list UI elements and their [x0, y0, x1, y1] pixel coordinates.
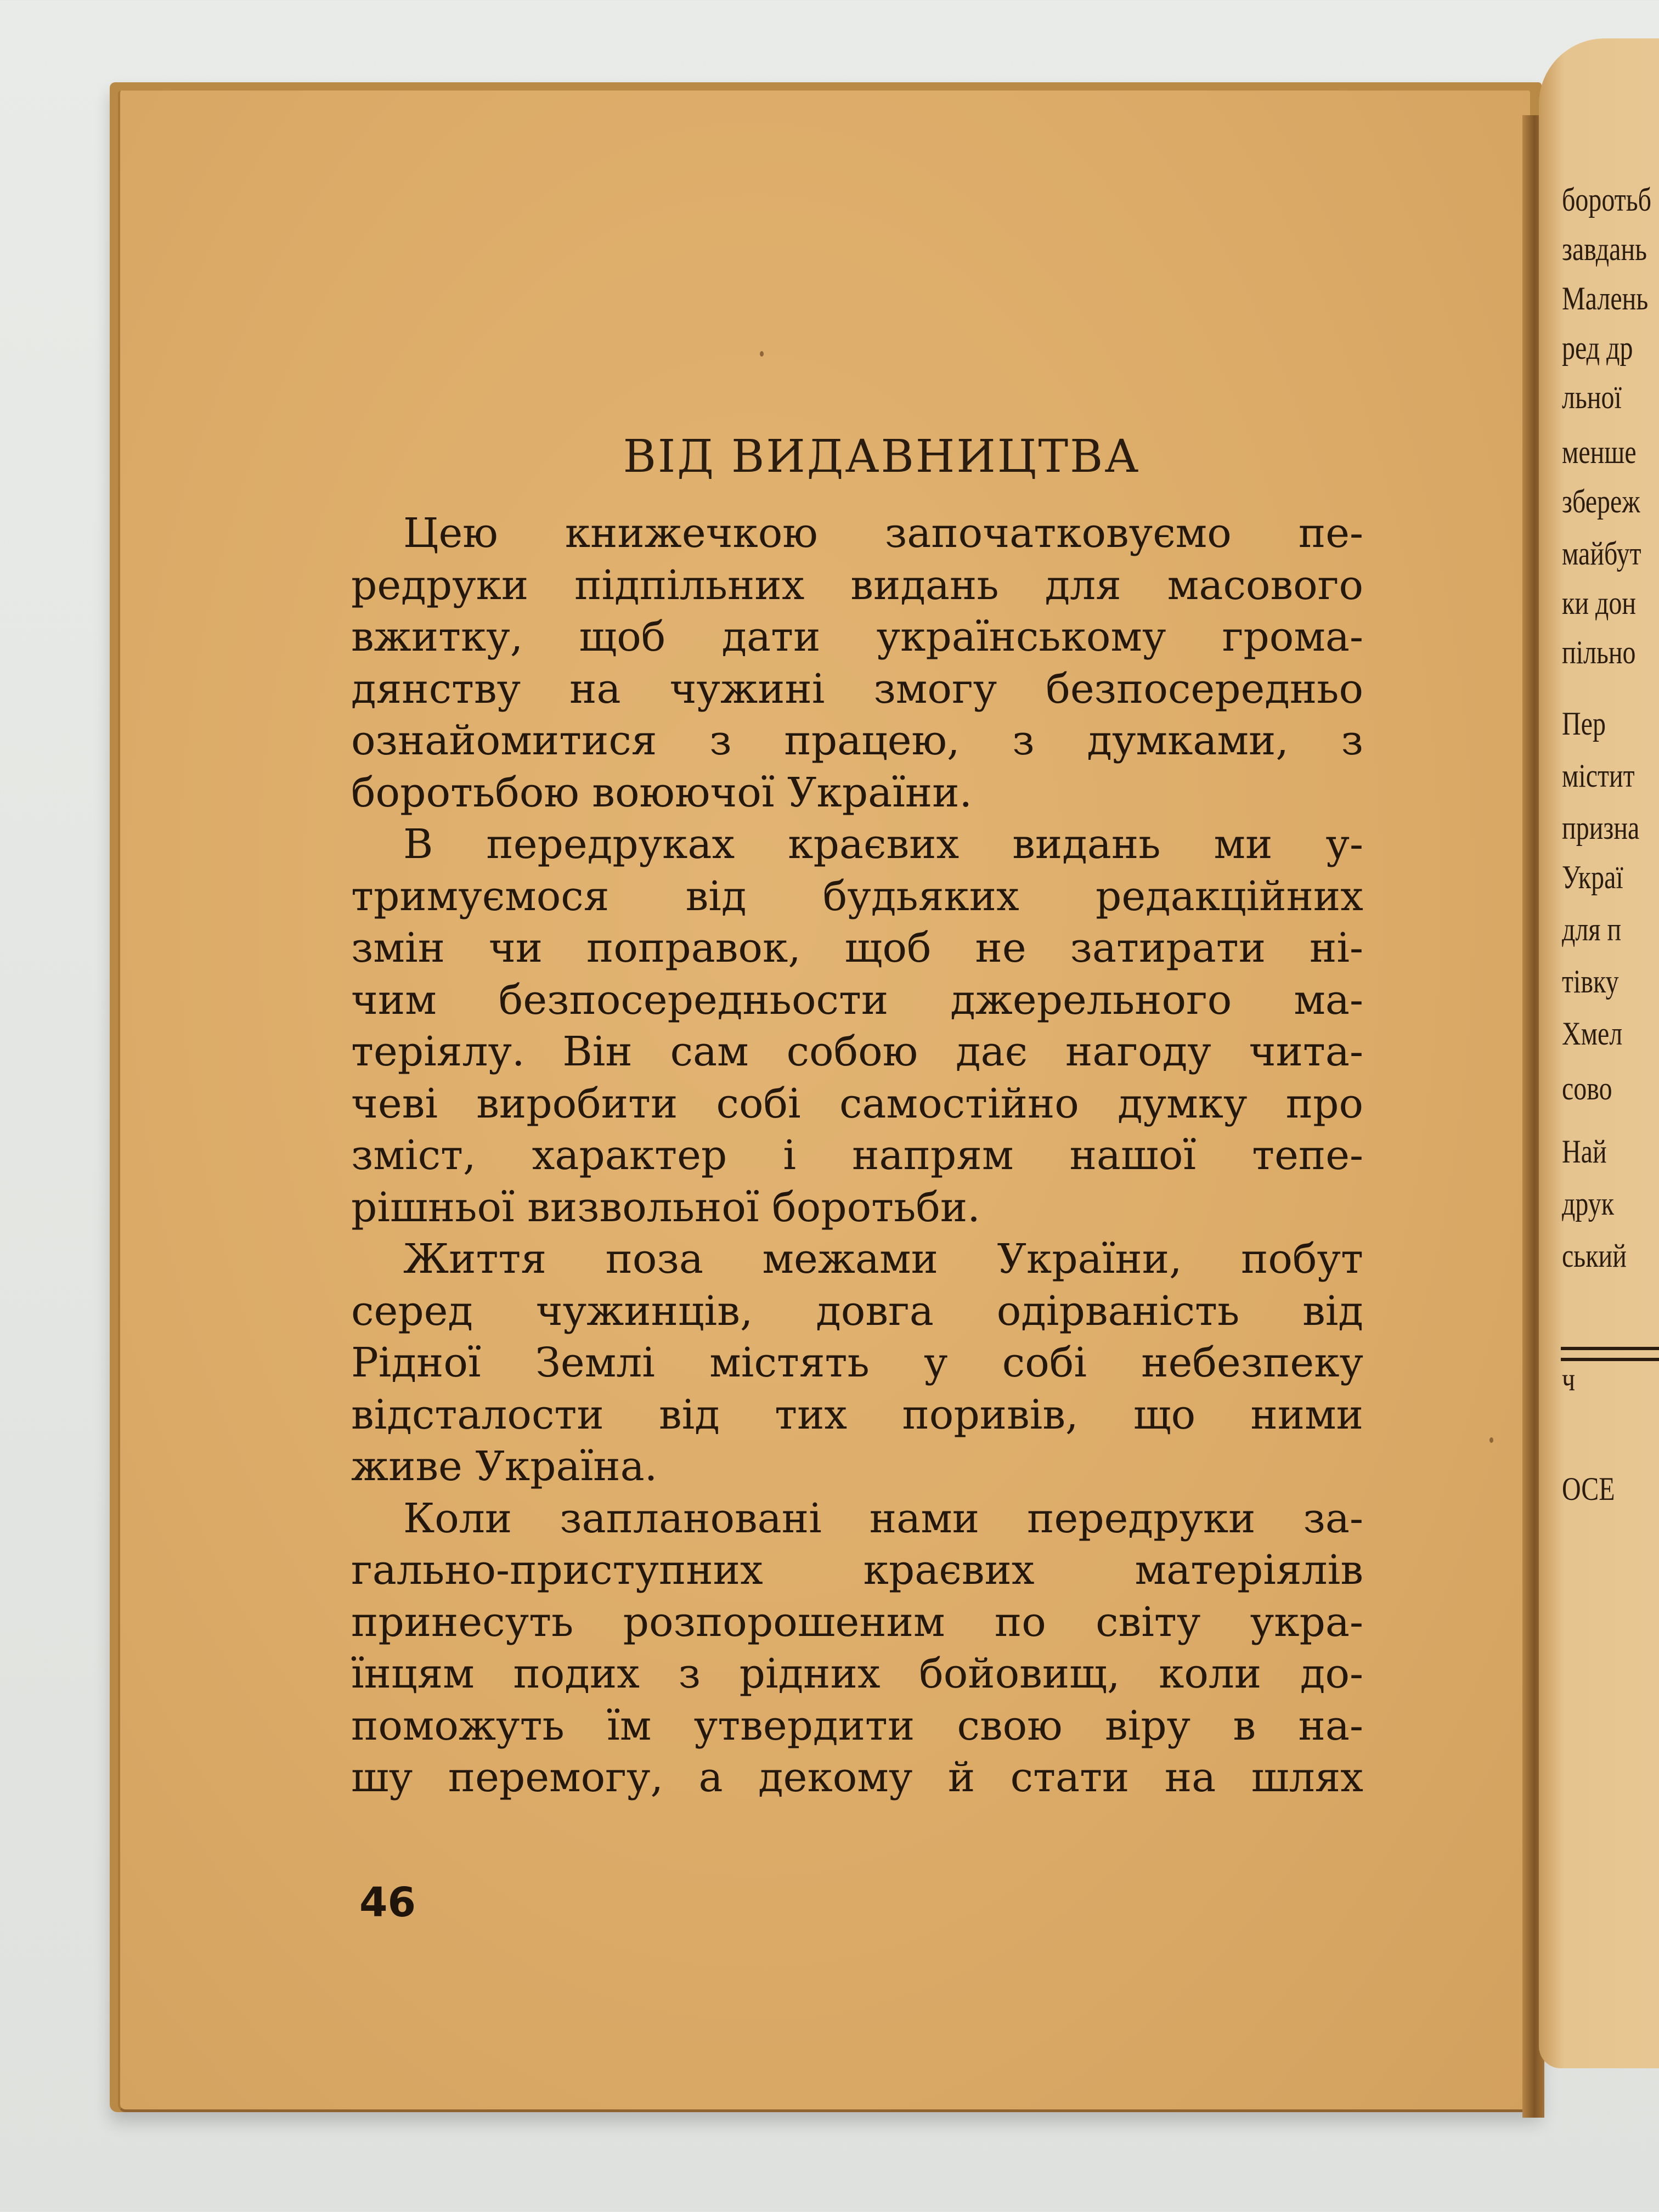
text-line: боротьбою воюючої України.: [351, 769, 973, 816]
next-page-text-fragment: Пер: [1562, 706, 1606, 742]
book-page-right-partial: [1539, 38, 1659, 2068]
next-page-text-fragment: майбут: [1562, 535, 1641, 572]
next-page-text-fragment: боротьб: [1562, 182, 1652, 218]
next-page-text-fragment: ч: [1562, 1361, 1576, 1397]
next-page-text-fragment: Украї: [1562, 859, 1623, 895]
next-page-text-fragment: менше: [1562, 434, 1637, 470]
paper-speck: [760, 351, 764, 357]
next-page-text-fragment: ред др: [1562, 330, 1633, 366]
paper-speck: [1489, 1437, 1493, 1443]
next-page-text-fragment: містит: [1562, 758, 1635, 794]
next-page-text-fragment: завдань: [1562, 231, 1647, 267]
next-page-text-fragment: друк: [1562, 1186, 1615, 1222]
text-line: змін чи поправок, щоб не затирати ні-: [351, 924, 1363, 972]
next-page-text-fragment: тівку: [1562, 963, 1619, 1000]
text-line: чим безпосередньости джерельного ма-: [351, 976, 1363, 1024]
next-page-text-fragment: пільно: [1562, 634, 1636, 670]
text-line: Коли заплановані нами передруки за-: [403, 1494, 1363, 1542]
next-page-text-fragment: для п: [1562, 911, 1622, 947]
next-page-text-fragment: Хмел: [1562, 1015, 1623, 1052]
text-line: вжитку, щоб дати українському грома-: [351, 613, 1363, 661]
text-line: принесуть розпорошеним по світу укра-: [351, 1598, 1363, 1646]
text-line: чеві виробити собі самостійно думку про: [351, 1080, 1363, 1127]
next-page-text-fragment: Малень: [1562, 280, 1649, 317]
text-line: Рідної Землі містять у собі небезпеку: [351, 1339, 1363, 1386]
text-line: Цею книжечкою започатковуємо пе-: [403, 510, 1363, 557]
text-line: гально-приступних краєвих матеріялів: [351, 1547, 1363, 1594]
text-line: зміст, характер і напрям нашої тепе-: [351, 1132, 1363, 1179]
text-line: рішньої визвольної боротьби.: [351, 1183, 980, 1231]
double-rule-bottom: [1561, 1358, 1659, 1361]
next-page-text-fragment: збереж: [1562, 483, 1640, 520]
text-line: ознайомитися з працею, з думками, з: [351, 717, 1363, 764]
text-line: теріялу. Він сам собою дає нагоду чита-: [351, 1028, 1363, 1075]
text-line: Життя поза межами України, побут: [403, 1235, 1363, 1283]
body-text: [351, 507, 1363, 1804]
text-line: живе Україна.: [351, 1443, 658, 1490]
page-number: 46: [359, 1879, 416, 1926]
text-line: поможуть їм утвердити свою віру в на-: [351, 1702, 1363, 1750]
text-line: шу перемогу, а декому й стати на шлях: [351, 1754, 1363, 1801]
text-line: їнцям подих з рідних бойовищ, коли до-: [351, 1650, 1363, 1697]
next-page-text-fragment: ки дон: [1562, 585, 1637, 621]
text-line: редруки підпільних видань для масового: [351, 561, 1363, 609]
text-line: серед чужинців, довга одірваність від: [351, 1287, 1363, 1335]
text-line: В передруках краєвих видань ми у-: [403, 821, 1363, 868]
double-rule-top: [1561, 1347, 1659, 1350]
text-line: дянству на чужині змогу безпосередньо: [351, 665, 1363, 713]
next-page-text-fragment: льної: [1562, 379, 1622, 415]
next-page-text-fragment: ський: [1562, 1238, 1627, 1274]
text-line: відсталости від тих поривів, що ними: [351, 1391, 1363, 1438]
next-page-text-fragment: сово: [1562, 1070, 1612, 1107]
next-page-text-fragment: Най: [1562, 1133, 1607, 1170]
next-page-text-fragment: ОСЕ: [1562, 1471, 1615, 1507]
next-page-text-fragment: призна: [1562, 810, 1640, 846]
text-line: тримуємося від будьяких редакційних: [351, 872, 1363, 920]
page-title: ВІД ВИДАВНИЦТВА: [623, 431, 1141, 483]
